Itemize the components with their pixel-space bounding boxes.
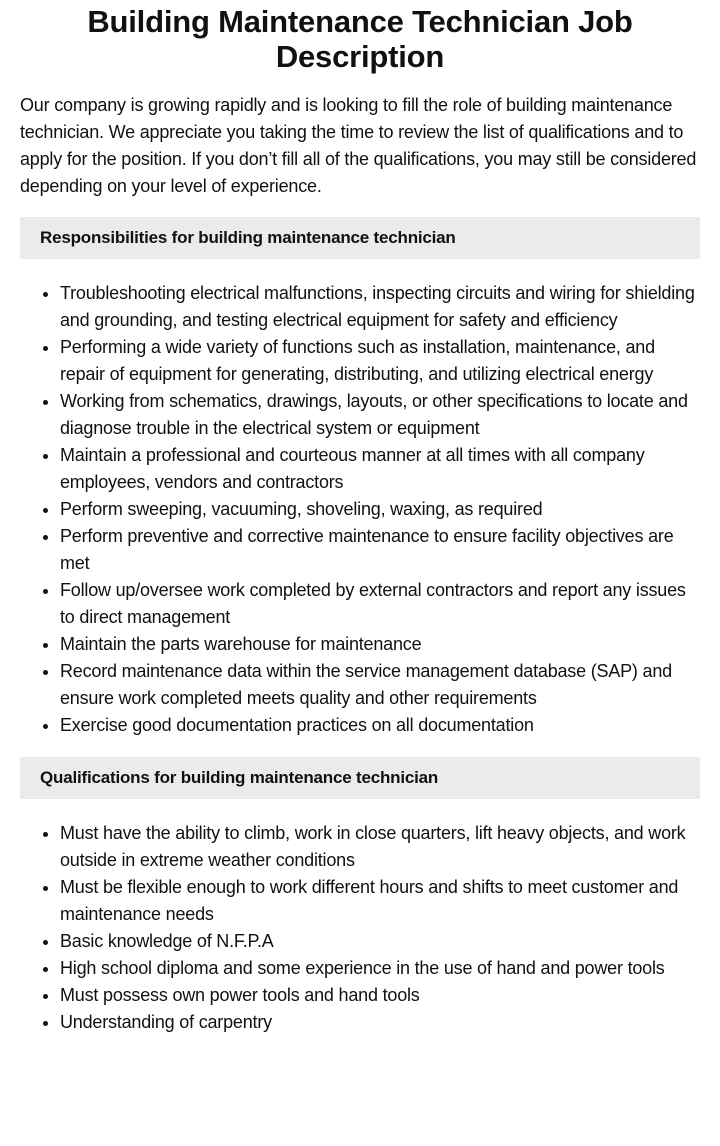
list-item: • Working from schematics, drawings, layouts, or other specifications to locate and diagnose trouble in the electrical system or equipment — [60, 388, 700, 442]
list-item: • Follow up/oversee work completed by external contractors and report any issues to direct management — [60, 577, 700, 631]
responsibilities-header: Responsibilities for building maintenance technician — [20, 217, 700, 259]
list-item: • Maintain the parts warehouse for maintenance — [60, 631, 700, 658]
intro-paragraph: Our company is growing rapidly and is looking to fill the role of building maintenance technician. We appreciate you taking the time to review the list of qualifications and to apply for the position. If you don’t fill all of the qualifications, you may still be considered depending on your level of experience. — [20, 95, 697, 196]
list-item: • Exercise good documentation practices on all documentation — [60, 712, 700, 739]
list-item: • Understanding of carpentry — [60, 1009, 700, 1036]
responsibilities-list — [20, 280, 700, 739]
list-item: • Record maintenance data within the service management database (SAP) and ensure work completed meets quality and other requirements — [60, 658, 700, 712]
qualifications-list — [20, 820, 700, 1036]
list-item: • Must have the ability to climb, work in close quarters, lift heavy objects, and work outside in extreme weather conditions — [60, 820, 700, 874]
page-title: Building Maintenance Technician Job Description — [87, 4, 633, 74]
qualifications-header: Qualifications for building maintenance technician — [20, 757, 700, 799]
list-item: • High school diploma and some experience in the use of hand and power tools — [60, 955, 700, 982]
list-item: • Maintain a professional and courteous manner at all times with all company employees, vendors and contractors — [60, 442, 700, 496]
list-item: • Troubleshooting electrical malfunctions, inspecting circuits and wiring for shielding and grounding, and testing electrical equipment for safety and efficiency — [60, 280, 700, 334]
list-item: • Must be flexible enough to work different hours and shifts to meet customer and maintenance needs — [60, 874, 700, 928]
list-item: • Performing a wide variety of functions such as installation, maintenance, and repair of equipment for generating, distributing, and utilizing electrical energy — [60, 334, 700, 388]
list-item: • Must possess own power tools and hand tools — [60, 982, 700, 1009]
list-item: • Basic knowledge of N.F.P.A — [60, 928, 700, 955]
list-item: • Perform sweeping, vacuuming, shoveling, waxing, as required — [60, 496, 700, 523]
list-item: • Perform preventive and corrective maintenance to ensure facility objectives are met — [60, 523, 700, 577]
